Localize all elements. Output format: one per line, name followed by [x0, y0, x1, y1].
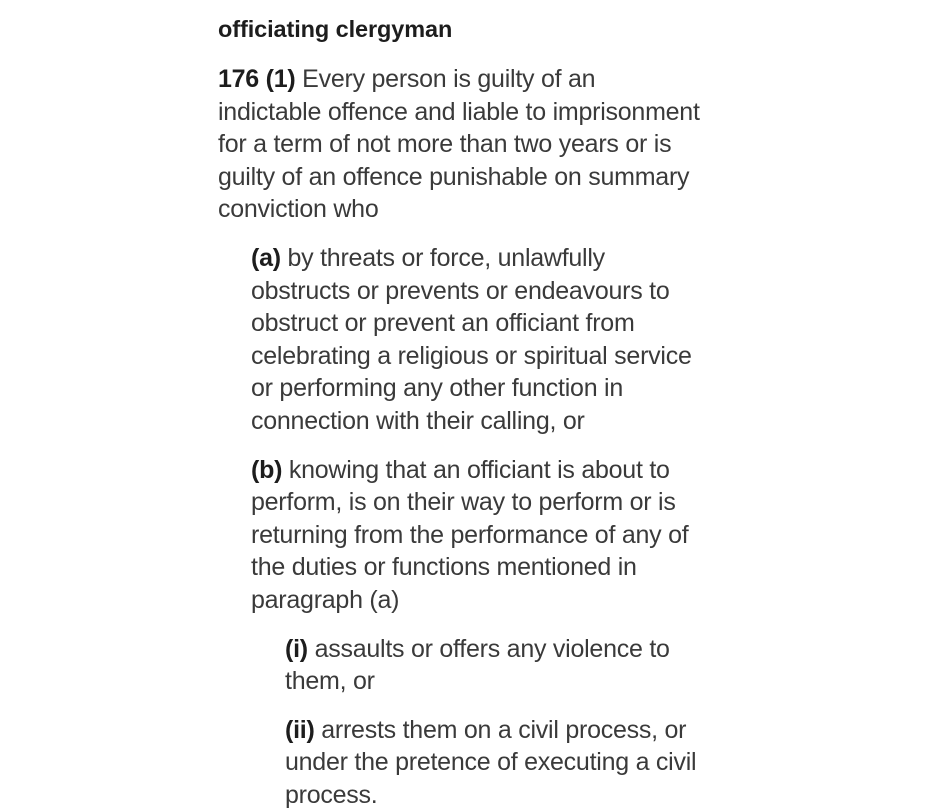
subparagraph-ii-text: arrests them on a civil process, or under the pretence of executing a civil process.	[285, 715, 697, 809]
subparagraph-i-label: (i)	[285, 634, 308, 663]
paragraph-a-label: (a)	[251, 243, 281, 272]
paragraph-b-label: (b)	[251, 455, 283, 484]
subsection-text: Every person is guilty of an indictable offence and liable to imprisonment for a term of not more than two years or is guilty of an offence punishable on summary conviction who	[218, 65, 700, 224]
subsection-label: 176 (1)	[218, 65, 296, 93]
section-heading: officiating clergyman	[218, 16, 453, 42]
subparagraph-i	[285, 633, 703, 698]
subparagraph-ii-label: (ii)	[285, 715, 315, 744]
paragraph-a	[251, 242, 703, 438]
subparagraph-i-text: assaults or offers any violence to them, or	[285, 634, 670, 696]
paragraph-b	[251, 454, 703, 617]
legal-document-body	[218, 0, 704, 811]
paragraph-b-text: knowing that an officiant is about to perform, is on their way to perform or is returning from the performance of any of the duties or functions mentioned in paragraph (a)	[251, 455, 689, 614]
subparagraph-ii	[285, 714, 703, 811]
paragraph-a-text: by threats or force, unlawfully obstructs or prevents or endeavours to obstruct or prevent an officiant from celebrating a religious or spiritual service or performing any other function in connection with their calling, or	[251, 243, 692, 435]
subsection-176-1	[218, 63, 704, 226]
